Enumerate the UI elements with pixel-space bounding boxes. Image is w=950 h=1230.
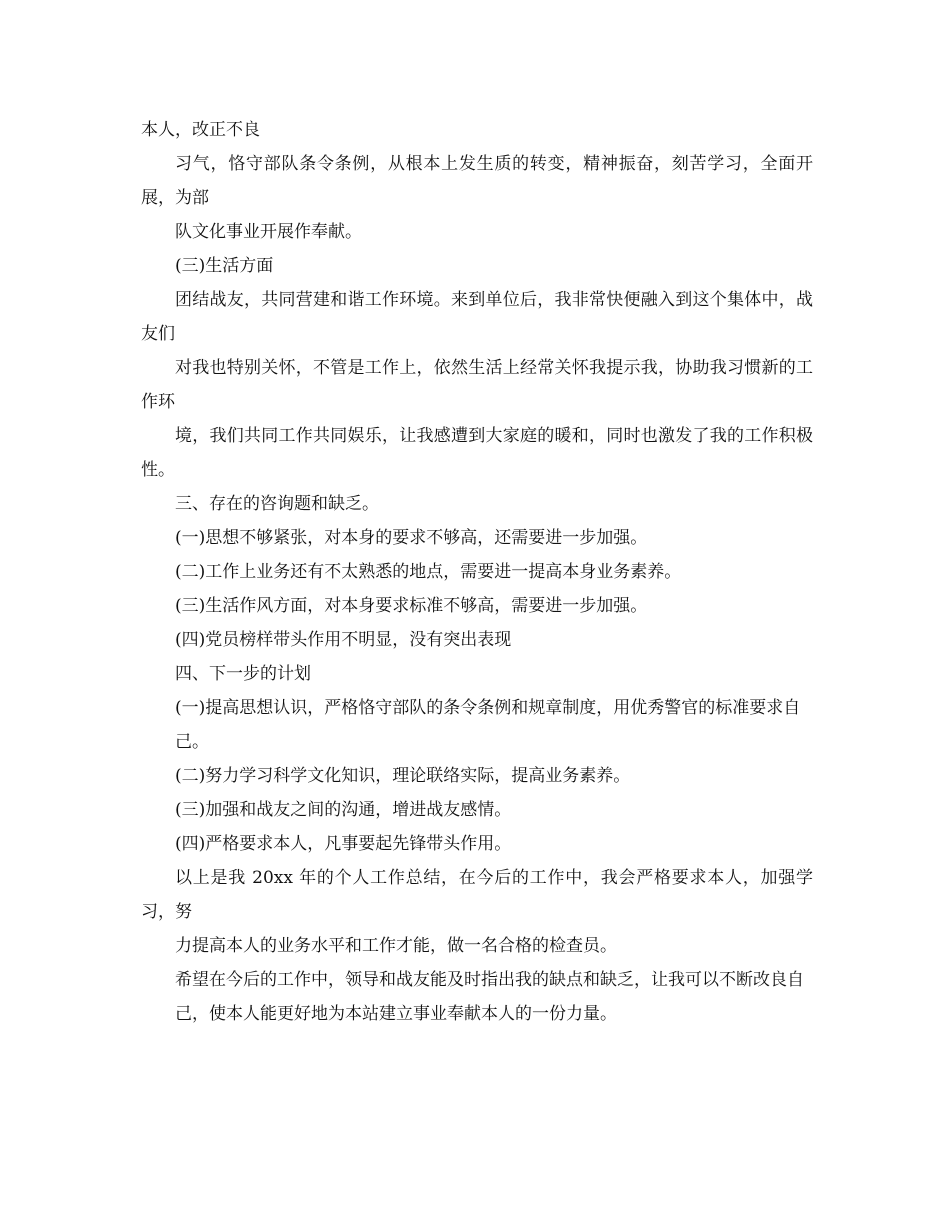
paragraph: 习气，恪守部队条令条例，从根本上发生质的转变，精神振奋，刻苦学习，全面开展，为部 xyxy=(141,154,813,208)
list-item: (一)思想不够紧张，对本身的要求不够高，还需要进一步加强。 xyxy=(175,528,648,548)
paragraph: 己。 xyxy=(175,732,209,752)
list-item: (二)努力学习科学文化知识，理论联络实际，提高业务素养。 xyxy=(175,766,631,786)
list-item: (三)生活作风方面，对本身要求标准不够高，需要进一步加强。 xyxy=(175,596,648,616)
paragraph: 队文化事业开展作奉献。 xyxy=(175,222,362,242)
paragraph: 团结战友，共同营建和谐工作环境。来到单位后，我非常快便融入到这个集体中，战友们 xyxy=(141,290,813,344)
paragraph: 以上是我 20xx 年的个人工作总结，在今后的工作中，我会严格要求本人，加强学习，努 xyxy=(141,868,813,922)
paragraph: 希望在今后的工作中，领导和战友能及时指出我的缺点和缺乏，让我可以不断改良自 xyxy=(175,970,804,990)
list-item: (三)加强和战友之间的沟通，增进战友感情。 xyxy=(175,800,512,820)
list-item: (一)提高思想认识，严格恪守部队的条令条例和规章制度，用优秀警官的标准要求自 xyxy=(175,698,801,718)
list-item: (四)严格要求本人，凡事要起先锋带头作用。 xyxy=(175,834,512,854)
paragraph: 本人，改正不良 xyxy=(141,120,260,140)
section-heading: 四、下一步的计划 xyxy=(175,664,311,684)
paragraph: 力提高本人的业务水平和工作才能，做一名合格的检查员。 xyxy=(175,936,617,956)
section-heading: 三、存在的咨询题和缺乏。 xyxy=(175,494,379,514)
paragraph: 己，使本人能更好地为本站建立事业奉献本人的一份力量。 xyxy=(175,1004,617,1024)
list-item: (四)党员榜样带头作用不明显，没有突出表现 xyxy=(175,630,512,650)
paragraph: 对我也特别关怀，不管是工作上，依然生活上经常关怀我提示我，协助我习惯新的工作环 xyxy=(141,358,813,412)
paragraph: 境，我们共同工作共同娱乐，让我感遭到大家庭的暖和，同时也激发了我的工作积极性。 xyxy=(141,426,813,480)
section-heading: (三)生活方面 xyxy=(175,256,274,276)
document-body xyxy=(141,113,813,1031)
list-item: (二)工作上业务还有不太熟悉的地点，需要进一提高本身业务素养。 xyxy=(175,562,682,582)
